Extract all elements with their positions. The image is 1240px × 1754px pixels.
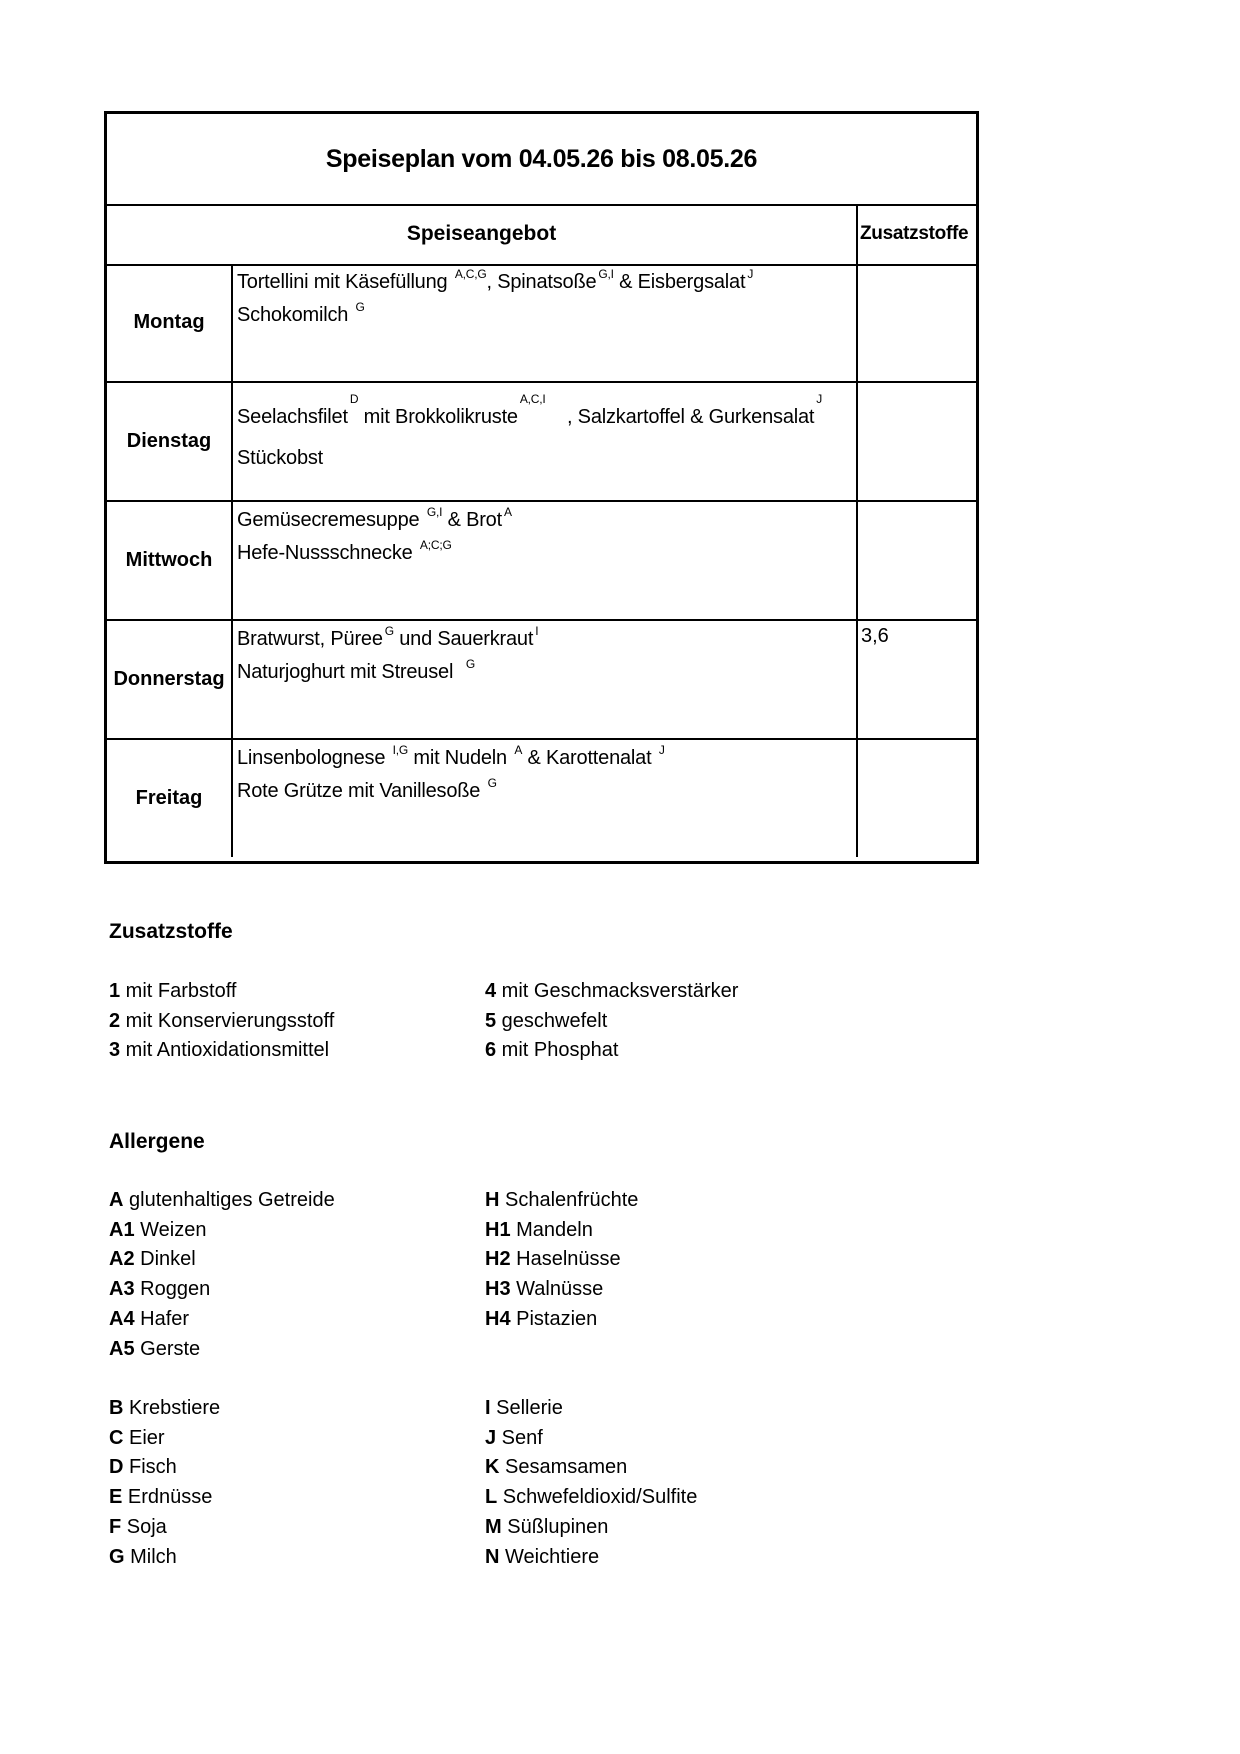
dish-text: , Spinatsoße — [486, 271, 597, 293]
page-title: Speiseplan vom 04.05.26 bis 08.05.26 — [325, 144, 758, 173]
legend-label: glutenhaltiges Getreide — [123, 1189, 335, 1211]
dish-text: & Eisbergsalat — [613, 271, 746, 293]
dish-text: Bratwurst, Püree — [237, 628, 383, 650]
allergen-marker: G,I — [426, 505, 443, 519]
menu-line — [237, 300, 365, 327]
dish-text: Linsenbolognese — [237, 747, 391, 769]
legend-label: Soja — [121, 1515, 167, 1538]
menu-table — [104, 111, 979, 864]
legend-item — [485, 1486, 697, 1509]
legend-code: N — [485, 1545, 500, 1568]
allergen-marker: I — [535, 624, 539, 638]
allergen-marker: A — [514, 743, 523, 757]
menu-line — [237, 657, 476, 684]
legend-code: 5 — [485, 1009, 497, 1032]
legend-code: K — [485, 1456, 500, 1479]
legend-item — [109, 1010, 334, 1033]
legend-code: F — [109, 1515, 122, 1538]
menu-line — [237, 505, 512, 532]
day-additives — [858, 264, 976, 381]
day-row — [107, 264, 976, 383]
legend-code: H — [485, 1189, 500, 1211]
dish-text: mit Nudeln — [408, 747, 513, 769]
day-offer — [233, 264, 858, 381]
dish-text: & Karottenalat — [522, 747, 657, 769]
dish-text: Tortellini mit Käsefüllung — [237, 271, 453, 293]
dish-text: Stückobst — [237, 447, 324, 469]
legend-item — [109, 1248, 196, 1271]
legend-item — [109, 1039, 329, 1062]
allergen-marker: J — [658, 743, 665, 757]
legend-code: I — [485, 1397, 491, 1419]
legend-code: A3 — [109, 1278, 135, 1301]
legend-label: Süßlupinen — [501, 1515, 609, 1538]
legend-label: Roggen — [134, 1278, 211, 1301]
legend-label: Mandeln — [510, 1218, 593, 1241]
legend-item — [485, 980, 738, 1003]
legend-item — [485, 1278, 603, 1301]
legend-label: mit Phosphat — [496, 1039, 619, 1062]
allergen-marker: A,C,G — [454, 267, 487, 281]
legend-label: mit Geschmacksverstärker — [496, 980, 739, 1002]
legend-code: E — [109, 1486, 123, 1509]
dish-text: mit Brokkolikruste — [358, 406, 518, 428]
legend-label: Milch — [124, 1545, 177, 1568]
legend-label: mit Farbstoff — [120, 980, 237, 1002]
legend-label: Fisch — [123, 1456, 177, 1479]
allergen-marker: D — [349, 392, 359, 406]
legend-label: Gerste — [134, 1337, 201, 1360]
legend-label: Sellerie — [490, 1397, 563, 1419]
legend-label: Walnüsse — [510, 1278, 604, 1301]
legend-code: A1 — [109, 1218, 135, 1241]
legend-item — [485, 1516, 608, 1539]
day-offer — [233, 502, 858, 619]
legend-label: Hafer — [134, 1307, 190, 1330]
legend-code: L — [485, 1486, 498, 1509]
day-name: Freitag — [107, 740, 233, 857]
day-name: Dienstag — [107, 383, 233, 500]
legend-item — [109, 1278, 210, 1301]
legend-item — [485, 1248, 621, 1271]
legend-code: B — [109, 1397, 124, 1419]
menu-line — [237, 538, 452, 565]
menu-line — [237, 267, 754, 294]
legend-item — [485, 1456, 627, 1479]
day-row — [107, 502, 976, 621]
legend-code: 4 — [485, 980, 497, 1002]
allergen-marker: G — [355, 300, 365, 314]
day-name: Montag — [107, 264, 233, 381]
legend-item — [485, 1189, 638, 1212]
dish-text: Schokomilch — [237, 304, 354, 326]
allergens-heading: Allergene — [109, 1130, 205, 1153]
legend-label: mit Konservierungsstoff — [120, 1009, 335, 1032]
allergen-marker: G,I — [598, 267, 614, 281]
legend-code: A2 — [109, 1248, 135, 1271]
legend-item — [109, 1427, 165, 1450]
legend-item — [109, 1308, 189, 1331]
day-row — [107, 740, 976, 857]
legend-item — [109, 1546, 177, 1569]
menu-line — [237, 743, 665, 770]
legend-code: 2 — [109, 1009, 121, 1032]
legend-code: J — [485, 1426, 497, 1449]
legend-label: Sesamsamen — [499, 1456, 628, 1479]
dish-text: und Sauerkraut — [393, 628, 534, 650]
legend-item — [485, 1039, 618, 1062]
allergen-marker: A,C,I — [519, 392, 546, 406]
legend-code: D — [109, 1456, 124, 1479]
allergen-marker: G — [384, 624, 394, 638]
legend-item — [485, 1397, 563, 1420]
day-additives — [858, 621, 976, 738]
legend-label: Eier — [123, 1426, 165, 1449]
legend-code: H4 — [485, 1307, 511, 1330]
menu-line — [237, 776, 497, 803]
allergen-marker: J — [747, 267, 754, 281]
legend-item — [485, 1546, 599, 1569]
legend-code: H1 — [485, 1218, 511, 1241]
dish-text: Naturjoghurt mit Streusel — [237, 661, 464, 683]
header-row — [107, 204, 976, 266]
allergen-marker: A — [503, 505, 512, 519]
allergen-marker: G — [487, 776, 497, 790]
day-offer — [233, 621, 858, 738]
menu-line — [237, 392, 823, 429]
allergen-marker: G — [465, 657, 476, 671]
day-additives — [858, 383, 976, 500]
legend-label: mit Antioxidationsmittel — [120, 1039, 330, 1062]
menu-line — [237, 447, 323, 470]
legend-label: Schwefeldioxid/Sulfite — [497, 1486, 698, 1509]
legend-item — [109, 1189, 335, 1212]
legend-label: Haselnüsse — [510, 1248, 621, 1271]
legend-code: 1 — [109, 980, 121, 1002]
dish-text: & Brot — [442, 509, 502, 531]
title-row — [107, 114, 976, 206]
legend-label: Weichtiere — [499, 1545, 600, 1568]
day-name: Mittwoch — [107, 502, 233, 619]
day-row — [107, 383, 976, 502]
legend-label: Dinkel — [134, 1248, 196, 1271]
day-name: Donnerstag — [107, 621, 233, 738]
legend-code: H2 — [485, 1248, 511, 1271]
legend-item — [485, 1219, 593, 1242]
legend-item — [109, 1219, 206, 1242]
legend-code: G — [109, 1545, 125, 1568]
legend-item — [109, 1397, 220, 1420]
legend-label: Krebstiere — [123, 1397, 221, 1419]
legend-code: A — [109, 1189, 124, 1211]
legend-label: Senf — [496, 1426, 543, 1449]
legend-code: H3 — [485, 1278, 511, 1301]
legend-label: Pistazien — [510, 1307, 598, 1330]
legend-item — [109, 980, 236, 1003]
dish-text: Hefe-Nussschnecke — [237, 542, 418, 564]
day-additives — [858, 502, 976, 619]
legend-code: 6 — [485, 1039, 497, 1062]
legend-code: M — [485, 1515, 502, 1538]
day-offer — [233, 383, 858, 500]
legend-item — [109, 1516, 167, 1539]
day-additives — [858, 740, 976, 857]
dish-text: Rote Grütze mit Vanillesoße — [237, 780, 486, 802]
legend-item — [109, 1486, 212, 1509]
additives-value: 3,6 — [861, 625, 889, 647]
header-additives: Zusatzstoffe — [860, 223, 969, 244]
day-row — [107, 621, 976, 740]
legend-code: A4 — [109, 1307, 135, 1330]
allergen-marker: I,G — [392, 743, 409, 757]
legend-item — [485, 1010, 607, 1033]
menu-line — [237, 624, 539, 651]
legend-item — [109, 1456, 177, 1479]
legend-label: Weizen — [134, 1218, 207, 1241]
additives-heading: Zusatzstoffe — [109, 920, 233, 943]
legend-label: Erdnüsse — [122, 1486, 213, 1509]
legend-label: Schalenfrüchte — [499, 1189, 639, 1211]
legend-code: A5 — [109, 1337, 135, 1360]
allergen-marker: A;C;G — [419, 538, 452, 552]
allergen-marker: J — [816, 392, 823, 406]
dish-text: Seelachsfilet — [237, 406, 348, 428]
dish-text: Gemüsecremesuppe — [237, 509, 425, 531]
legend-item — [109, 1338, 200, 1361]
legend-item — [485, 1308, 597, 1331]
legend-label: geschwefelt — [496, 1009, 608, 1032]
legend-code: 3 — [109, 1039, 121, 1062]
legend-item — [485, 1427, 543, 1450]
dish-text: , Salzkartoffel & Gurkensalat — [545, 406, 815, 428]
header-offer: Speiseangebot — [107, 204, 858, 264]
day-offer — [233, 740, 858, 857]
legend-code: C — [109, 1426, 124, 1449]
